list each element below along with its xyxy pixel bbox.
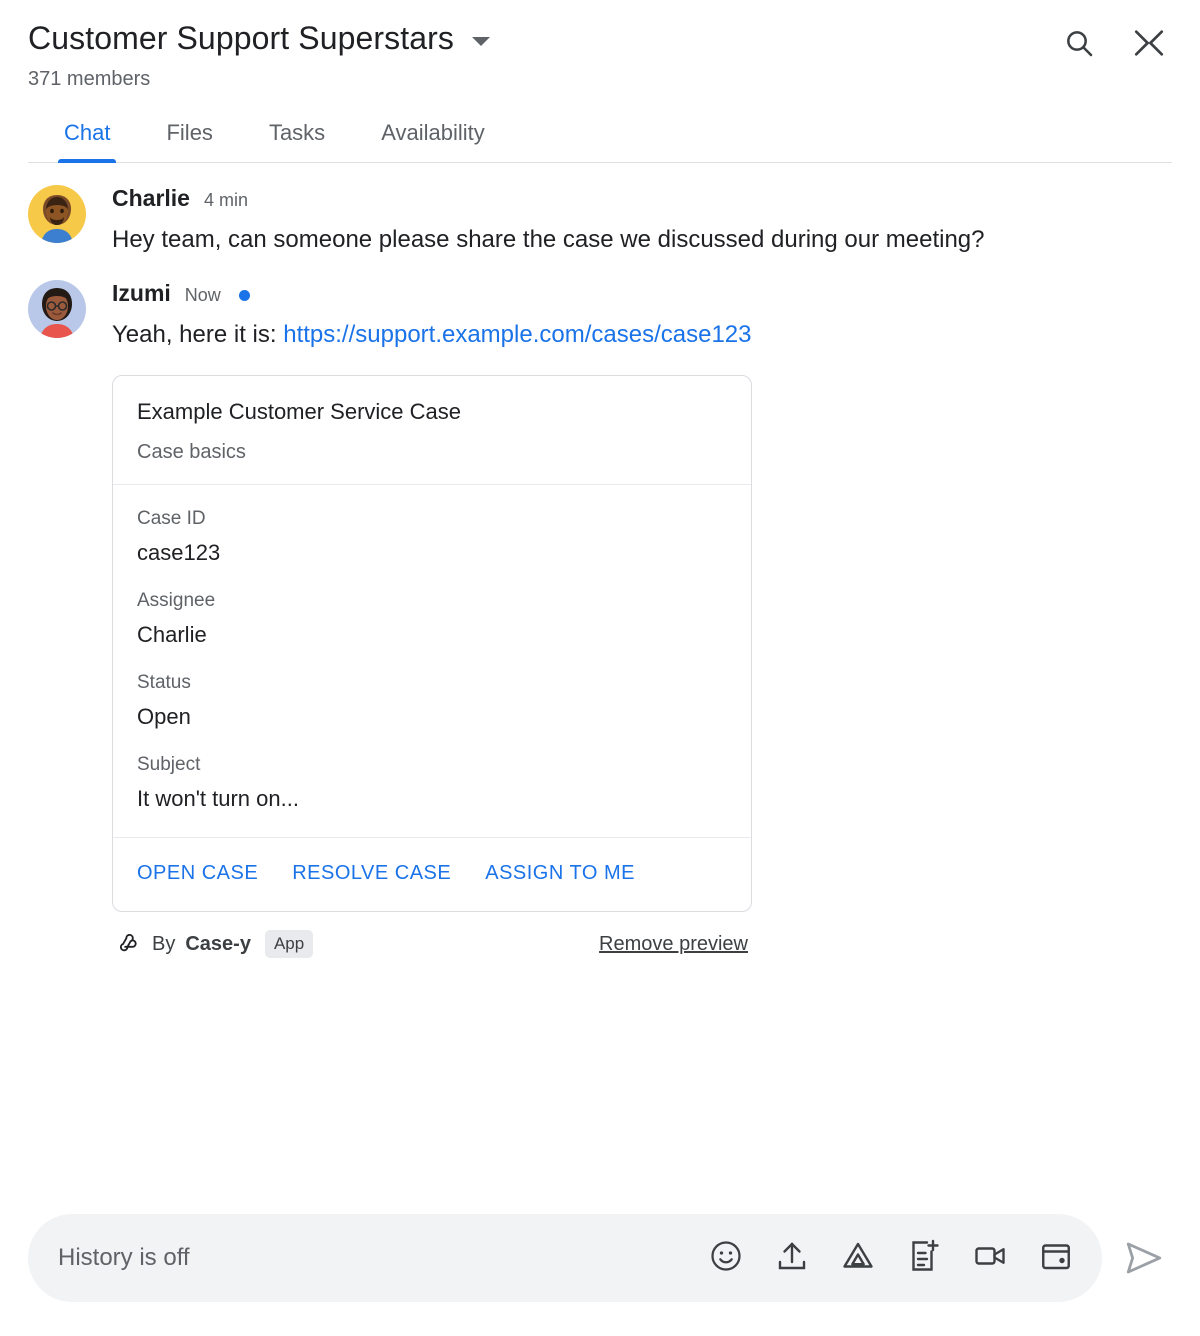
field-label: Subject: [137, 754, 201, 775]
chevron-down-icon[interactable]: [472, 37, 490, 46]
attribution-by-label: By: [152, 932, 176, 955]
field-label: Case ID: [137, 508, 206, 529]
tab-tasks[interactable]: Tasks: [268, 120, 326, 145]
message-list: [0, 163, 1200, 1188]
message-text-prefix: Yeah, here it is:: [112, 321, 284, 348]
field-value: Open: [137, 704, 191, 729]
case-link[interactable]: https://support.example.com/cases/case123: [283, 321, 752, 348]
room-title-row: [28, 18, 1062, 58]
remove-preview-button[interactable]: Remove preview: [599, 932, 748, 955]
card-subtitle: Case basics: [137, 441, 246, 463]
webhook-icon: [116, 928, 142, 960]
case-preview-card: [112, 375, 752, 912]
app-badge: App: [265, 930, 313, 958]
room-title-block: [28, 18, 1062, 92]
room-header-top: [28, 18, 1172, 92]
field-case-id: [137, 507, 727, 567]
message-sender: Izumi: [112, 280, 171, 306]
card-header: [113, 376, 751, 485]
field-subject: [137, 753, 727, 813]
field-value: case123: [137, 540, 221, 565]
attribution-app-name: Case-y: [185, 932, 251, 955]
tab-availability[interactable]: Availability: [381, 120, 485, 145]
docs-add-icon[interactable]: [906, 1238, 942, 1279]
field-value: It won't turn on...: [137, 786, 299, 811]
message-input[interactable]: History is off: [58, 1244, 190, 1271]
assign-to-me-button[interactable]: ASSIGN TO ME: [485, 862, 635, 884]
drive-icon[interactable]: [840, 1238, 876, 1279]
calendar-icon[interactable]: [1038, 1238, 1074, 1279]
message-sender: Charlie: [112, 185, 190, 211]
emoji-icon[interactable]: [708, 1238, 744, 1279]
message-timestamp: Now: [184, 285, 221, 305]
message-body: [112, 280, 1172, 960]
room-header: [0, 0, 1200, 163]
card-attribution: [112, 928, 752, 960]
page-title: Customer Support Superstars: [28, 20, 454, 56]
message-timestamp: 4 min: [203, 190, 248, 210]
message-text: [112, 316, 1012, 353]
card-actions: [113, 838, 751, 911]
member-count: 371 members: [28, 68, 151, 90]
send-icon[interactable]: [1116, 1230, 1172, 1286]
attribution-left: [116, 928, 313, 960]
avatar[interactable]: [28, 280, 86, 338]
message-item: [28, 280, 1172, 960]
card-title: Example Customer Service Case: [137, 399, 462, 424]
composer-icons: [708, 1238, 1074, 1279]
upload-icon[interactable]: [774, 1238, 810, 1279]
card-fields: [113, 485, 751, 838]
tab-files[interactable]: Files: [166, 120, 213, 145]
message-text: Hey team, can someone please share the case we discussed during our meeting?: [112, 226, 985, 253]
collapse-icon[interactable]: [1132, 26, 1166, 60]
resolve-case-button[interactable]: RESOLVE CASE: [292, 862, 452, 884]
field-status: [137, 671, 727, 731]
message-body: [112, 185, 1172, 258]
message-header: [112, 185, 1172, 212]
field-assignee: [137, 589, 727, 649]
header-actions: [1062, 18, 1172, 60]
search-icon[interactable]: [1062, 26, 1096, 60]
message-item: [28, 185, 1172, 258]
video-icon[interactable]: [972, 1238, 1008, 1279]
open-case-button[interactable]: OPEN CASE: [137, 862, 259, 884]
tab-bar: [28, 112, 1172, 163]
tab-chat[interactable]: Chat: [36, 112, 138, 162]
avatar[interactable]: [28, 185, 86, 243]
message-input-container[interactable]: [28, 1214, 1102, 1302]
field-label: Status: [137, 672, 191, 693]
composer-bar: [0, 1188, 1200, 1336]
field-value: Charlie: [137, 622, 207, 647]
unread-dot-icon: [239, 290, 250, 301]
field-label: Assignee: [137, 590, 216, 611]
message-header: [112, 280, 1172, 307]
